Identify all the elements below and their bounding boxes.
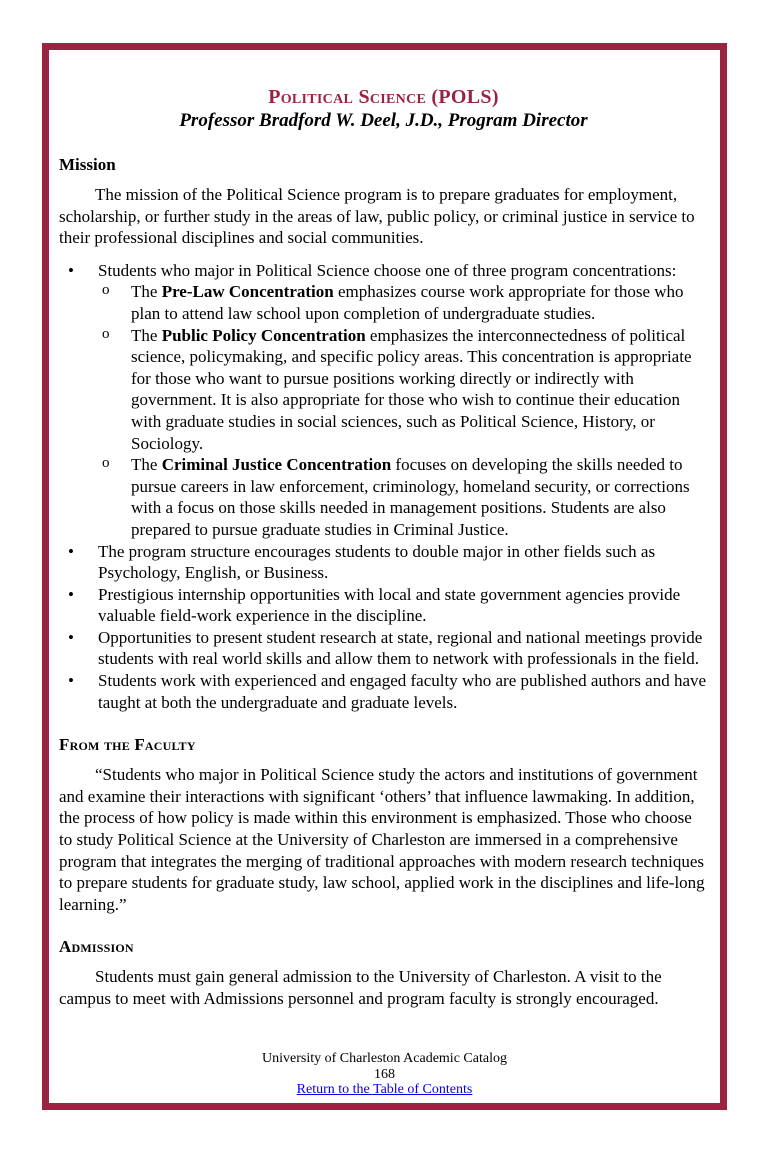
list-item-double-major: • The program structure encourages students to double major in other fields such as Psychology, English, or Business. xyxy=(59,541,708,584)
sub-item-pre: The xyxy=(131,325,162,345)
sub-item-rest: focuses on developing the skills needed to pursue careers in law enforcement, criminology, homeland security, or corrections with a focus on those skills needed in management positions. Students are also prepared to pursue graduate studies in Criminal Justice. xyxy=(131,455,690,539)
list-item-public-policy xyxy=(98,325,708,455)
page-content xyxy=(49,50,720,1010)
list-item-prelaw xyxy=(98,281,708,324)
from-the-faculty-heading: From the Faculty xyxy=(59,735,196,755)
page-number: 168 xyxy=(374,1066,395,1082)
sub-item-pre: The xyxy=(131,282,162,302)
admission-paragraph: Students must gain general admission to the University of Charleston. A visit to the campus to meet with Admissions personnel and program faculty is strongly encouraged. xyxy=(59,967,662,1008)
list-item-concentrations xyxy=(59,260,708,541)
faculty-quote-paragraph: “Students who major in Political Science study the actors and institutions of government and examine their interactions with significant ‘others’ that influence lawmaking. In addition, the process of how policy is made within this environment is emphasized. Those who choose to study Political Science at the University of Charleston are immersed in a comprehensive program that integrates the merging of traditional approaches with modern research techniques to prepare students for graduate study, law school, applied work in the disciplines and life-long learning.” xyxy=(59,765,705,914)
list-item-internships: • Prestigious internship opportunities with local and state government agencies provide valuable field-work experience in the discipline. xyxy=(59,584,708,627)
return-to-toc-link[interactable]: Return to the Table of Contents xyxy=(296,1082,473,1098)
mission-heading: Mission xyxy=(59,155,116,174)
program-bullet-list xyxy=(59,260,708,713)
sub-item-bold: Criminal Justice Concentration xyxy=(161,455,392,475)
sub-item-rest: emphasizes course work appropriate for those who plan to attend law school upon completion of undergraduate studies. xyxy=(131,282,684,323)
list-item-text: Students who major in Political Science choose one of three program concentrations: xyxy=(98,260,677,280)
list-item-faculty-experience: • Students work with experienced and engaged faculty who are published authors and have taught at both the undergraduate and graduate levels. xyxy=(59,670,708,713)
page-title: Political Science (POLS) xyxy=(268,86,499,108)
admission-heading: Admission xyxy=(59,937,134,957)
sub-item-bold: Public Policy Concentration xyxy=(161,325,366,345)
mission-paragraph: The mission of the Political Science program is to prepare graduates for employment, scholarship, or further study in the areas of law, public policy, or criminal justice in service to their professional disciplines and social communities. xyxy=(59,185,695,248)
catalog-title: University of Charleston Academic Catalog xyxy=(262,1051,507,1067)
page-border-frame xyxy=(42,43,727,1110)
sub-item-rest: emphasizes the interconnectedness of political science, policymaking, and specific policy areas. This concentration is appropriate for those who want to pursue positions working directly or indirectly with government. It is also appropriate for those who wish to continue their education with graduate studies in social sciences, such as Political Science, History, or Sociology. xyxy=(131,325,692,453)
program-director-subtitle: Professor Bradford W. Deel, J.D., Program Director xyxy=(179,110,588,131)
sub-item-pre: The xyxy=(131,455,162,475)
sub-item-bold: Pre-Law Concentration xyxy=(161,282,334,302)
list-item-research: • Opportunities to present student research at state, regional and national meetings provide students with real world skills and allow them to network with professionals in the field. xyxy=(59,627,708,670)
concentration-sublist xyxy=(98,281,708,540)
page-footer xyxy=(49,1051,720,1098)
list-item-criminal-justice xyxy=(98,454,708,540)
